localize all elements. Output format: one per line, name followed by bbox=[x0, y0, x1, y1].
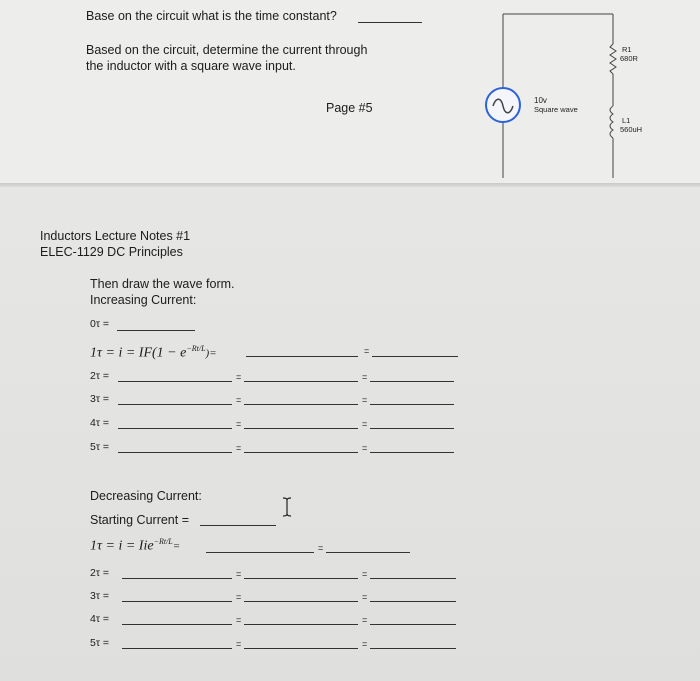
question-current-line1: Based on the circuit, determine the current through bbox=[86, 43, 368, 57]
starting-current-line bbox=[200, 525, 276, 526]
page-number: Page #5 bbox=[326, 101, 373, 115]
eq-sign: = bbox=[364, 346, 370, 356]
l1-name-label: L1 bbox=[622, 116, 631, 125]
dec-one-tau-formula: 1τ = i = Iie$^{-Rt/L}$= bbox=[90, 537, 181, 554]
circuit-diagram bbox=[470, 8, 670, 178]
source-voltage-label: 10v bbox=[534, 96, 547, 105]
section-divider bbox=[0, 183, 700, 187]
question-time-constant: Base on the circuit what is the time constant? bbox=[86, 9, 337, 23]
dec-one-tau-line-a bbox=[206, 552, 314, 553]
question-current-line2: the inductor with a square wave input. bbox=[86, 59, 296, 73]
l1-value-label: 560uH bbox=[620, 125, 643, 134]
resistor-r1-symbol bbox=[610, 44, 616, 74]
one-tau-line-b bbox=[372, 356, 458, 357]
instruction-text: Then draw the wave form. bbox=[90, 277, 235, 291]
worksheet-photo: Base on the circuit what is the time constant? Based on the circuit, determine the current through the inductor with a square wave input. Page #5 10v Square wave R1 680R L1 560uH Inductors Lecture Notes #1 ELEC-1129 DC Principles Then draw the wave form. Increasing Current: 0τ = $1\tau = i = IF(1 - e^{-Rt/L})=$ = 2τ = = = 3τ = = = 4τ = = = 5τ = = = Decreasing Current: Starting Current = 1τ = i = Iie$^{-Rt/L}$= = 2τ = = = 3τ = = = 4τ = = = 5τ = = = bbox=[0, 0, 700, 681]
decreasing-heading: Decreasing Current: bbox=[90, 489, 202, 503]
zero-tau-answer-line bbox=[117, 330, 195, 331]
source-type-label: Square wave bbox=[534, 105, 578, 114]
text-cursor-icon bbox=[282, 497, 292, 517]
r1-name-label: R1 bbox=[622, 45, 632, 54]
one-tau-line-a bbox=[246, 356, 358, 357]
answer-line-time-constant bbox=[358, 22, 422, 23]
inductor-l1-symbol bbox=[610, 106, 613, 138]
notes-title-line2: ELEC-1129 DC Principles bbox=[40, 245, 183, 259]
zero-tau-label: 0τ = bbox=[90, 318, 110, 330]
starting-current-label: Starting Current = bbox=[90, 513, 190, 527]
notes-title-line1: Inductors Lecture Notes #1 bbox=[40, 229, 191, 243]
eq-sign: = bbox=[318, 543, 324, 553]
one-tau-formula: $1\tau = i = IF(1 - e^{-Rt/L})=$ bbox=[90, 344, 217, 361]
increasing-heading: Increasing Current: bbox=[90, 293, 197, 307]
dec-one-tau-line-b bbox=[326, 552, 410, 553]
r1-value-label: 680R bbox=[620, 54, 638, 63]
